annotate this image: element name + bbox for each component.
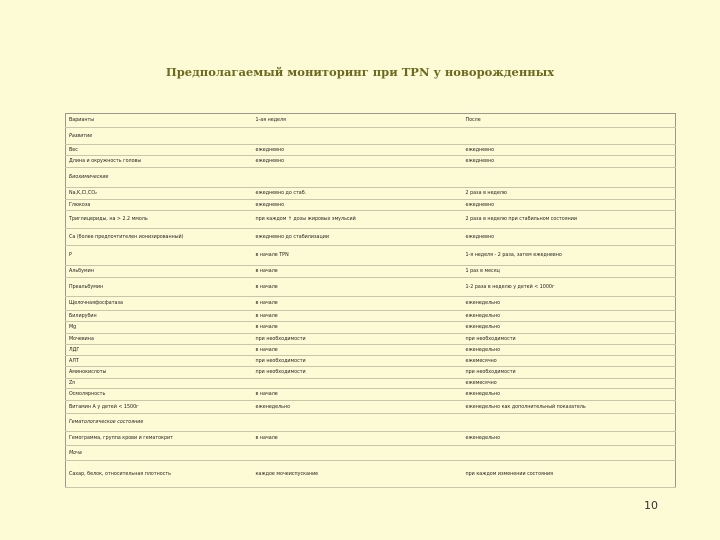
table-row <box>66 334 676 345</box>
parameter-cell: Щелочнаяфосфатаза <box>66 297 253 311</box>
slide-title: Предполагаемый мониторинг при TPN у новорожденных <box>165 65 555 79</box>
parameter-cell: Глюкоза <box>66 200 253 211</box>
table-row <box>66 229 676 246</box>
first-week-cell: ежедневно <box>253 200 463 211</box>
after-cell: 2 раза в неделю при стабильном состоянии <box>463 211 676 229</box>
first-week-cell: в начале <box>253 297 463 311</box>
parameter-cell: Длина и окружность головы <box>66 156 253 168</box>
parameter-cell: Вес <box>66 145 253 156</box>
first-week-cell <box>253 128 463 145</box>
parameter-cell: Мочевина <box>66 334 253 345</box>
after-cell: 1 раз в месяц <box>463 266 676 278</box>
after-cell: еженедельно <box>463 389 676 401</box>
parameter-cell: Витамин A у детей < 1500г <box>66 401 253 414</box>
table-row <box>66 278 676 297</box>
first-week-cell: в начале <box>253 266 463 278</box>
table-row <box>66 401 676 414</box>
parameter-cell: Осмолярность <box>66 389 253 401</box>
first-week-cell: при необходимости <box>253 367 463 379</box>
after-cell: при необходимости <box>463 334 676 345</box>
first-week-cell: в начале <box>253 311 463 322</box>
table-row <box>66 356 676 367</box>
parameter-cell: Триглицериды, на > 2.2 ммоль <box>66 211 253 229</box>
first-week-cell: ежедневно <box>253 156 463 168</box>
table-row <box>66 311 676 322</box>
parameter-cell: Биохимические <box>66 168 253 188</box>
first-week-cell: ежедневно до стаб. <box>253 188 463 200</box>
first-week-cell: еженедельно <box>253 401 463 414</box>
parameter-cell: Mg <box>66 322 253 334</box>
table-row <box>66 200 676 211</box>
after-cell: при необходимости <box>463 367 676 379</box>
first-week-cell: при необходимости <box>253 334 463 345</box>
section-row <box>66 414 676 432</box>
parameter-cell: Ca (более предпочтителен ионизированный) <box>66 229 253 246</box>
after-cell <box>463 168 676 188</box>
after-cell: ежедневно <box>463 156 676 168</box>
after-cell: 1-2 раза в неделю у детей < 1000г <box>463 278 676 297</box>
after-cell: ежедневно <box>463 200 676 211</box>
parameter-cell: Zn <box>66 379 253 389</box>
after-cell <box>463 128 676 145</box>
first-week-cell <box>253 414 463 432</box>
parameter-cell: Альбумин <box>66 266 253 278</box>
first-week-cell: ежедневно до стабилизации <box>253 229 463 246</box>
first-week-cell: каждое мочеиспускание <box>253 461 463 488</box>
parameter-cell: Na,K,Cl,CO₂ <box>66 188 253 200</box>
table-row <box>66 145 676 156</box>
parameter-cell: АЛТ <box>66 356 253 367</box>
table-row <box>66 114 676 128</box>
first-week-cell: в начале <box>253 389 463 401</box>
after-cell: еженедельно <box>463 432 676 446</box>
after-cell: еженедельно <box>463 345 676 356</box>
table-row <box>66 188 676 200</box>
section-row <box>66 128 676 145</box>
first-week-cell: ежедневно <box>253 145 463 156</box>
first-week-cell <box>253 168 463 188</box>
parameter-cell: Гематологическое состояние <box>66 414 253 432</box>
first-week-cell: 1-ая неделя <box>253 114 463 128</box>
table-row <box>66 345 676 356</box>
first-week-cell: в начале <box>253 322 463 334</box>
table-row <box>66 367 676 379</box>
table-row <box>66 322 676 334</box>
first-week-cell: в начале <box>253 432 463 446</box>
after-cell: ежедневно <box>463 145 676 156</box>
table-row <box>66 211 676 229</box>
table-row <box>66 246 676 266</box>
parameter-cell: Преальбумин <box>66 278 253 297</box>
after-cell: еженедельно <box>463 297 676 311</box>
table-row <box>66 461 676 488</box>
after-cell: 1-я неделя - 2 раза, затем ежедневно <box>463 246 676 266</box>
monitoring-table <box>65 113 676 488</box>
first-week-cell <box>253 379 463 389</box>
after-cell: ежемесячно <box>463 356 676 367</box>
first-week-cell: в начале TPN <box>253 246 463 266</box>
first-week-cell: в начале <box>253 278 463 297</box>
table-row <box>66 432 676 446</box>
section-row <box>66 168 676 188</box>
parameter-cell: ЛДГ <box>66 345 253 356</box>
after-cell: еженедельно как дополнительный показатель <box>463 401 676 414</box>
after-cell: при каждом изменении состояния <box>463 461 676 488</box>
parameter-cell: P <box>66 246 253 266</box>
section-row <box>66 446 676 461</box>
after-cell: 2 раза в неделю <box>463 188 676 200</box>
after-cell: еженедельно <box>463 311 676 322</box>
parameter-cell: Сахар, белок, относительная плотность <box>66 461 253 488</box>
table-row <box>66 389 676 401</box>
after-cell: После <box>463 114 676 128</box>
after-cell <box>463 446 676 461</box>
first-week-cell: при необходимости <box>253 356 463 367</box>
first-week-cell: в начале <box>253 345 463 356</box>
parameter-cell: Варианты <box>66 114 253 128</box>
parameter-cell: Развитие <box>66 128 253 145</box>
after-cell: еженедельно <box>463 322 676 334</box>
first-week-cell <box>253 446 463 461</box>
first-week-cell: при каждом ↑ дозы жировых эмульсий <box>253 211 463 229</box>
after-cell: ежемесячно <box>463 379 676 389</box>
table-row <box>66 266 676 278</box>
parameter-cell: Аминокислоты <box>66 367 253 379</box>
after-cell: ежедневно <box>463 229 676 246</box>
parameter-cell: Билирубин <box>66 311 253 322</box>
table-row <box>66 297 676 311</box>
table-row <box>66 379 676 389</box>
after-cell <box>463 414 676 432</box>
table-row <box>66 156 676 168</box>
page-number: 10 <box>644 499 658 512</box>
parameter-cell: Гемограмма, группа крови и гематокрит <box>66 432 253 446</box>
parameter-cell: Моча <box>66 446 253 461</box>
